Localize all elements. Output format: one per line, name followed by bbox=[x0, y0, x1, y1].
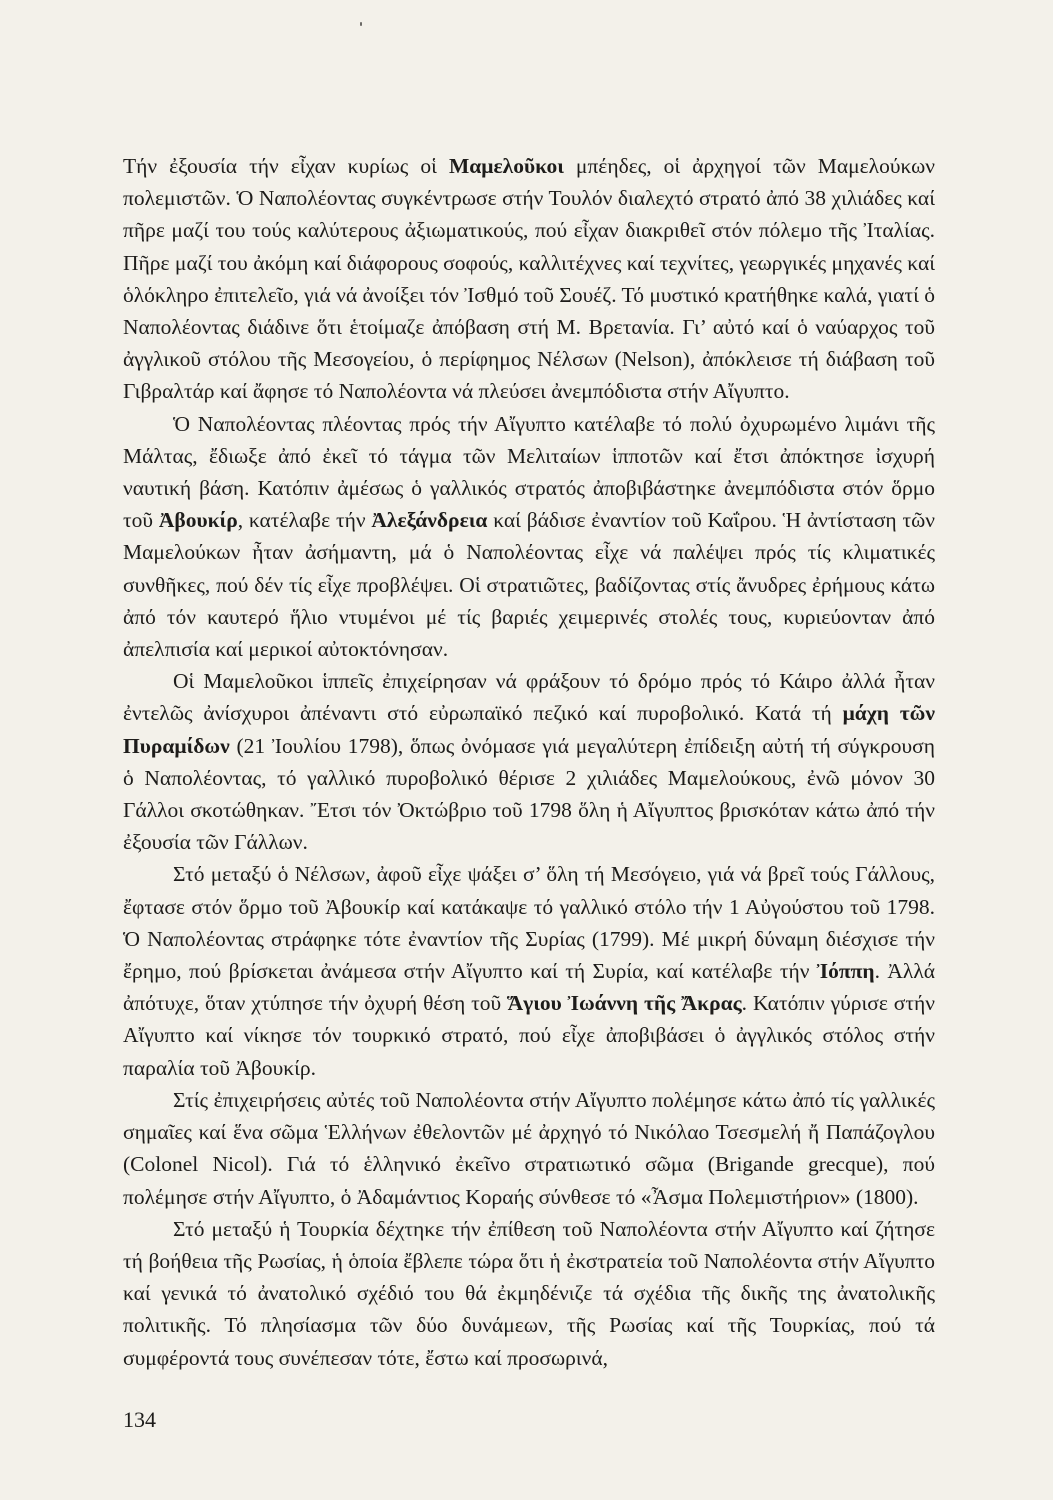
paragraph-text: Ὁ Ναπολέοντας πλέοντας πρός τήν Αἴγυπτο κατέλαβε τό πολύ ὀχυρωμένο λιμάνι τῆς Μάλτας, ἔδιωξε ἀπό ἐκεῖ τό τάγμα τῶν Μελιταίων ἱπποτῶν καί ἔτσι ἀπόκτησε ἰσχυρή ναυτική βάση. Κατόπιν ἀμέσως ὁ γαλλικός στρατός ἀποβιβάστηκε ἀνεμπόδιστα στόν ὅρμο τοῦ bbox=[123, 411, 935, 533]
paragraph-text: . Κατόπιν γύρισε στήν Αἴγυπτο καί νίκησε τόν τουρκικό στρατό, πού εἶχε ἀποβιβάσει ὁ ἀγγλικός στόλος στήν παραλία τοῦ Ἀβουκίρ. bbox=[123, 991, 935, 1080]
paragraph-text: . Ἀλλά ἀπότυχε, ὅταν χτύπησε τήν ὀχυρή θέση τοῦ bbox=[123, 959, 936, 1016]
term-aboukir: Ἀβουκίρ bbox=[158, 508, 238, 533]
term-acre: Ἅγιου Ἰωάννη τῆς Ἄκρας bbox=[507, 991, 742, 1016]
scan-speck bbox=[360, 22, 362, 26]
paragraph-1 bbox=[123, 150, 935, 408]
paragraph-4 bbox=[123, 858, 935, 1083]
paragraph-text: , κατέλαβε τήν bbox=[237, 508, 372, 533]
paragraph-text: Στό μεταξύ ἡ Τουρκία δέχτηκε τήν ἐπίθεση τοῦ Ναπολέοντα στήν Αἴγυπτο καί ζήτησε τή βοήθεια τῆς Ρωσίας, ἡ ὁποία ἔβλεπε τώρα ὅτι ἡ ἐκστρατεία τοῦ Ναπολέοντα στήν Αἴγυπτο καί γενικά τό ἀνατολικό σχέδιό του θά ἐκμηδένιζε τά σχέδια τῆς δικῆς της ἀνατολικῆς πολιτικῆς. Τό πλησίασμα τῶν δύο δυνάμεων, τῆς Ρωσίας καί τῆς Τουρκίας, πού τά συμφέροντά τους συνέπεσαν τότε, ἔστω καί προσωρινά, bbox=[123, 1216, 935, 1370]
paragraph-3 bbox=[123, 665, 935, 858]
paragraph-text: (21 Ἰουλίου 1798), ὅπως ὀνόμασε γιά μεγαλύτερη ἐπίδειξη αὐτή τή σύγκρουση ὁ Ναπολέοντας, τό γαλλικό πυροβολικό θέρισε 2 χιλιάδες Μαμελούκους, ἐνῶ μόνον 30 Γάλλοι σκοτώθηκαν. Ἔτσι τόν Ὀκτώβριο τοῦ 1798 ὅλη ἡ Αἴγυπτος βρισκόταν κάτω ἀπό τήν ἐξουσία τῶν Γάλλων. bbox=[123, 733, 935, 855]
paragraph-2 bbox=[123, 408, 935, 666]
paragraph-text: καί βάδισε ἐναντίον τοῦ Καΐρου. Ἡ ἀντίσταση τῶν Μαμελούκων ἦταν ἀσήμαντη, μά ὁ Ναπολέοντας εἶχε νά παλέψει πρός τίς κλιματικές συνθῆκες, πού δέν τίς εἶχε προβλέψει. Οἱ στρατιῶτες, βαδίζοντας στίς ἄνυδρες ἐρήμους κάτω ἀπό τόν καυτερό ἥλιο ντυμένοι μέ τίς βαριές χειμερινές στολές τους, κυριεύονταν ἀπό ἀπελπισία καί μερικοί αὐτοκτόνησαν. bbox=[123, 508, 935, 662]
paragraph-text: μπέηδες, οἱ ἀρχηγοί τῶν Μαμελούκων πολεμιστῶν. Ὁ Ναπολέοντας συγκέντρωσε στήν Τουλόν διαλεχτό στρατό ἀπό 38 χιλιάδες καί πῆρε μαζί του τούς καλύτερους ἀξιωματικούς, πού εἶχαν διακριθεῖ στόν πόλεμο τῆς Ἰταλίας. Πῆρε μαζί του ἀκόμη καί διάφορους σοφούς, καλλιτέχνες καί τεχνίτες, γεωργικές μηχανές καί ὁλόκληρο ἐπιτελεῖο, γιά νά ἀνοίξει τόν Ἰσθμό τοῦ Σουέζ. Τό μυστικό κρατήθηκε καλά, γιατί ὁ Ναπολέοντας διάδινε ὅτι ἑτοίμαζε ἀπόβαση στή Μ. Βρετανία. Γι’ αὐτό καί ὁ ναύαρχος τοῦ ἀγγλικοῦ στόλου τῆς Μεσογείου, ὁ περίφημος Νέλσων (Nelson), ἀπόκλεισε τή διάβαση τοῦ Γιβραλτάρ καί ἄφησε τό Ναπολέοντα νά πλεύσει ἀνεμπόδιστα στήν Αἴγυπτο. bbox=[123, 154, 935, 404]
term-mamelukes: Μαμελοῦκοι bbox=[448, 154, 564, 178]
page-number: 134 bbox=[123, 1407, 156, 1432]
paragraph-6 bbox=[123, 1213, 935, 1374]
paragraph-5 bbox=[123, 1084, 935, 1213]
term-alexandria: Ἀλεξάνδρεια bbox=[371, 508, 488, 533]
paragraph-text: Στίς ἐπιχειρήσεις αὐτές τοῦ Ναπολέοντα στήν Αἴγυπτο πολέμησε κάτω ἀπό τίς γαλλικές σημαῖες καί ἕνα σῶμα Ἑλλήνων ἐθελοντῶν μέ ἀρχηγό τό Νικόλαο Τσεσμελή ἤ Παπάζογλου (Colonel Nicol). Γιά τό ἑλληνικό ἐκεῖνο στρατιωτικό σῶμα (Brigande grecque), πού πολέμησε στήν Αἴγυπτο, ὁ Ἀδαμάντιος Κοραής σύνθεσε τό «Ἆσμα Πολεμιστήριον» (1800). bbox=[123, 1087, 935, 1209]
term-jaffa: Ἰόππη bbox=[816, 959, 875, 984]
paragraph-text: Τήν ἐξουσία τήν εἶχαν κυρίως οἱ bbox=[123, 154, 449, 178]
paragraph-text: Οἱ Μαμελοῦκοι ἱππεῖς ἐπιχείρησαν νά φράξουν τό δρόμο πρός τό Κάιρο ἀλλά ἦταν ἐντελῶς ἀνίσχυροι ἀπέναντι στό εὐρωπαϊκό πεζικό καί πυροβολικό. Κατά τή bbox=[123, 669, 935, 726]
paragraph-text: Στό μεταξύ ὁ Νέλσων, ἀφοῦ εἶχε ψάξει σ’ ὅλη τή Μεσόγειο, γιά νά βρεῖ τούς Γάλλους, ἔφτασε στόν ὅρμο τοῦ Ἀβουκίρ καί κατάκαψε τό γαλλικό στόλο τήν 1 Αὐγούστου τοῦ 1798. Ὁ Ναπολέοντας στράφηκε τότε ἐναντίον τῆς Συρίας (1799). Μέ μικρή δύναμη διέσχισε τήν ἔρημο, πού βρίσκεται ἀνάμεσα στήν Αἴγυπτο καί τή Συρία, καί κατέλαβε τήν bbox=[123, 862, 935, 984]
term-battle-of-pyramids: μάχη τῶν Πυραμίδων bbox=[123, 701, 935, 758]
body-text bbox=[123, 150, 935, 1374]
